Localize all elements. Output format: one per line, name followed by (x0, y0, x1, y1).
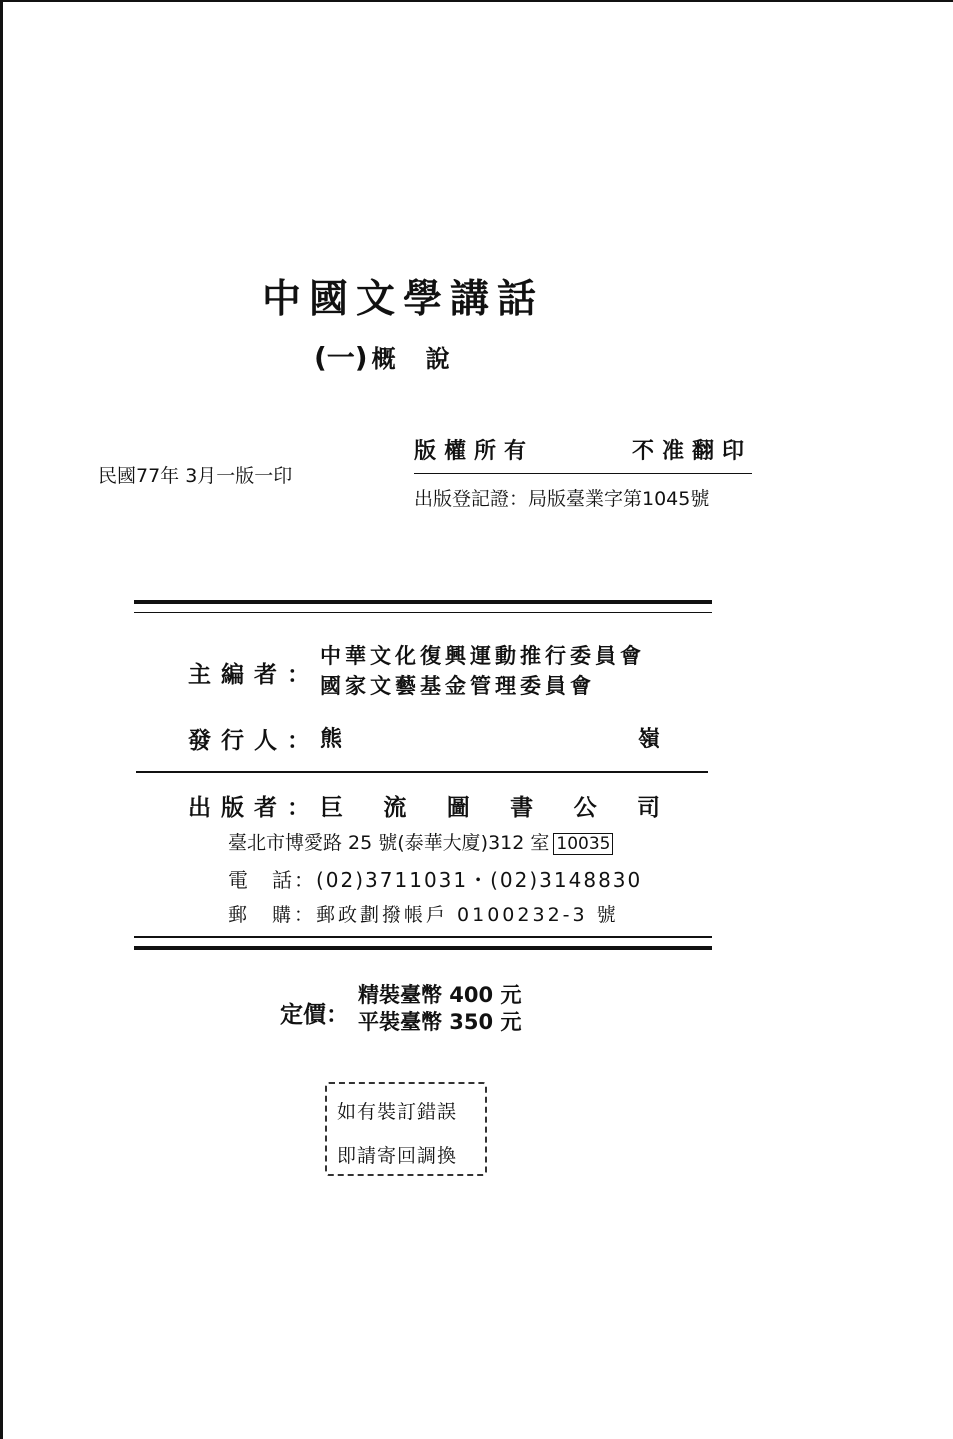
postcode-box: 10035 (553, 833, 613, 855)
publisher-char: 流 (383, 795, 407, 821)
publisher-phone: 電 話：(02)3711031・(02)3148830 (228, 868, 643, 892)
copyright-notice (414, 434, 752, 465)
editor-line-2: 國家文藝基金管理委員會 (320, 674, 595, 698)
editor-line-1: 中華文化復興運動推行委員會 (320, 644, 645, 668)
page-border-top (0, 0, 953, 2)
divider-thin-top (134, 612, 712, 613)
registration-certificate: 出版登記證：局版臺業字第1045號 (414, 488, 710, 510)
publisher-char: 圖 (446, 795, 470, 821)
volume-name: 概說 (371, 345, 480, 373)
copyright-block (414, 434, 752, 511)
divider-middle (136, 771, 708, 773)
issuer-label: 發行人： (188, 728, 320, 754)
copyright-divider (414, 473, 752, 474)
notice-line-2: 即請寄回調換 (337, 1145, 458, 1167)
price-paperback: 平裝臺幣 350 元 (358, 1010, 522, 1034)
price-list (358, 982, 521, 1036)
issuer-family: 嶺 (637, 727, 660, 752)
print-date: 民國77年 3月一版一印 (98, 465, 293, 487)
book-title: 中國文學講話 (262, 277, 545, 322)
postal-transfer: 郵 購：郵政劃撥帳戶 0100232-3 號 (228, 904, 619, 926)
publisher-char: 巨 (320, 795, 343, 821)
price-hardcover: 精裝臺幣 400 元 (358, 983, 522, 1007)
copyright-left: 版權所有 (414, 439, 535, 464)
publisher-char: 公 (573, 795, 597, 821)
notice-line-1: 如有裝訂錯誤 (337, 1101, 458, 1123)
binding-error-notice (325, 1082, 487, 1176)
issuer-given: 熊 (320, 727, 343, 752)
volume-mark: (一) (314, 341, 368, 374)
divider-thick-top (134, 600, 712, 604)
address-text: 臺北市博愛路 25 號(泰華大廈)312 室 (228, 832, 550, 854)
issuer-name (320, 722, 660, 753)
book-subtitle (314, 336, 480, 376)
publisher-label: 出版者： (188, 795, 320, 821)
page-border-left (0, 0, 3, 1439)
divider-thick-bottom (134, 946, 712, 950)
copyright-right: 不准翻印 (631, 439, 752, 464)
editor-names (320, 641, 645, 701)
publisher-char: 書 (510, 795, 534, 821)
publisher-address (228, 828, 613, 855)
divider-thin-bottom (134, 936, 712, 938)
publisher-char: 司 (636, 795, 660, 821)
editor-label: 主編者： (188, 662, 320, 688)
price-label: 定價： (280, 1002, 349, 1028)
publisher-name (320, 789, 660, 822)
